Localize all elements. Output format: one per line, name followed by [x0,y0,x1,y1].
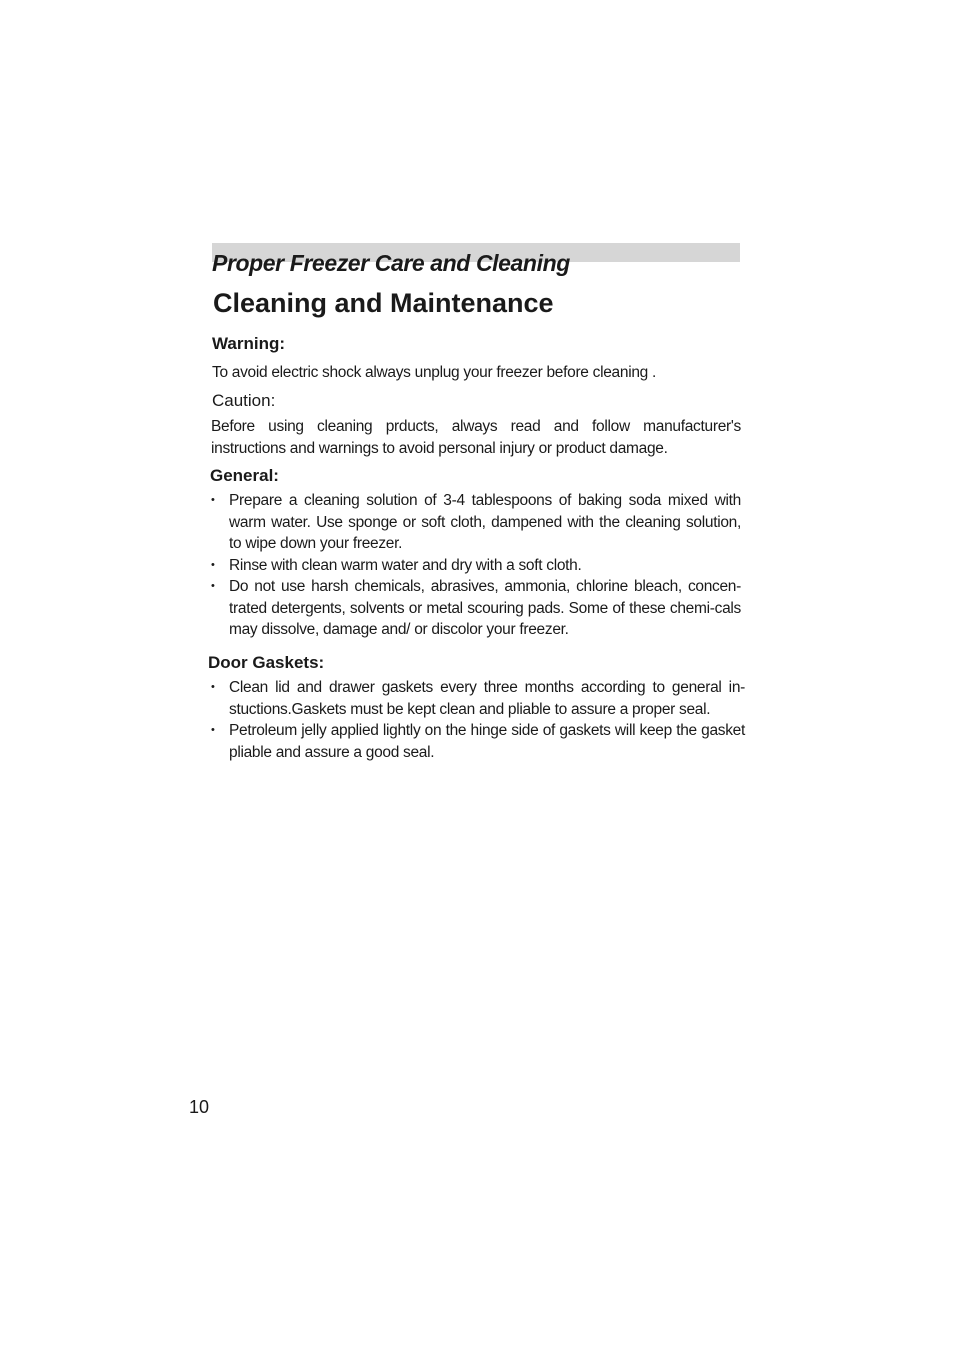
list-item-text: Petroleum jelly applied lightly on the hinge side of gaskets will keep the gasket pliable and assure a good seal. [229,722,745,761]
list-item [211,555,741,577]
door-gaskets-list [211,677,745,763]
bullet-icon: • [211,681,215,693]
bullet-icon: • [211,558,215,571]
list-item-text: Do not use harsh chemicals, abrasives, ammonia, chlorine bleach, concen-trated detergents, solvents or metal scouring pads. Some of these chemi-cals may dissolve, damage and/ or discolor your freezer. [229,578,741,638]
section-title: Proper Freezer Care and Cleaning [212,250,570,276]
caution-label: Caution: [212,391,276,410]
bullet-icon: • [211,724,215,736]
general-list [211,490,741,641]
warning-text: To avoid electric shock always unplug your freezer before cleaning . [212,364,656,381]
list-item-text: Rinse with clean warm water and dry with a soft cloth. [229,556,582,574]
list-item [211,677,745,720]
list-item [211,490,741,555]
caution-text: Before using cleaning prducts, always read and follow manufacturer's instructions and warnings to avoid personal injury or product damage. [211,418,741,457]
bullet-icon: • [211,494,215,506]
list-item-text: Prepare a cleaning solution of 3-4 tablespoons of baking soda mixed with warm water. Use sponge or soft cloth, dampened with the cleaning solution, to wipe down your freezer. [229,492,741,552]
page-number: 10 [189,1097,210,1117]
bullet-icon: • [211,580,215,592]
warning-label: Warning: [212,334,286,353]
list-item-text: Clean lid and drawer gaskets every three months according to general in-stuctions.Gaskets must be kept clean and pliable to assure a proper seal. [229,679,745,718]
general-label: General: [210,466,279,485]
door-gaskets-label: Door Gaskets: [208,653,325,672]
page-heading: Cleaning and Maintenance [213,288,554,318]
list-item [211,720,745,763]
list-item [211,576,741,641]
